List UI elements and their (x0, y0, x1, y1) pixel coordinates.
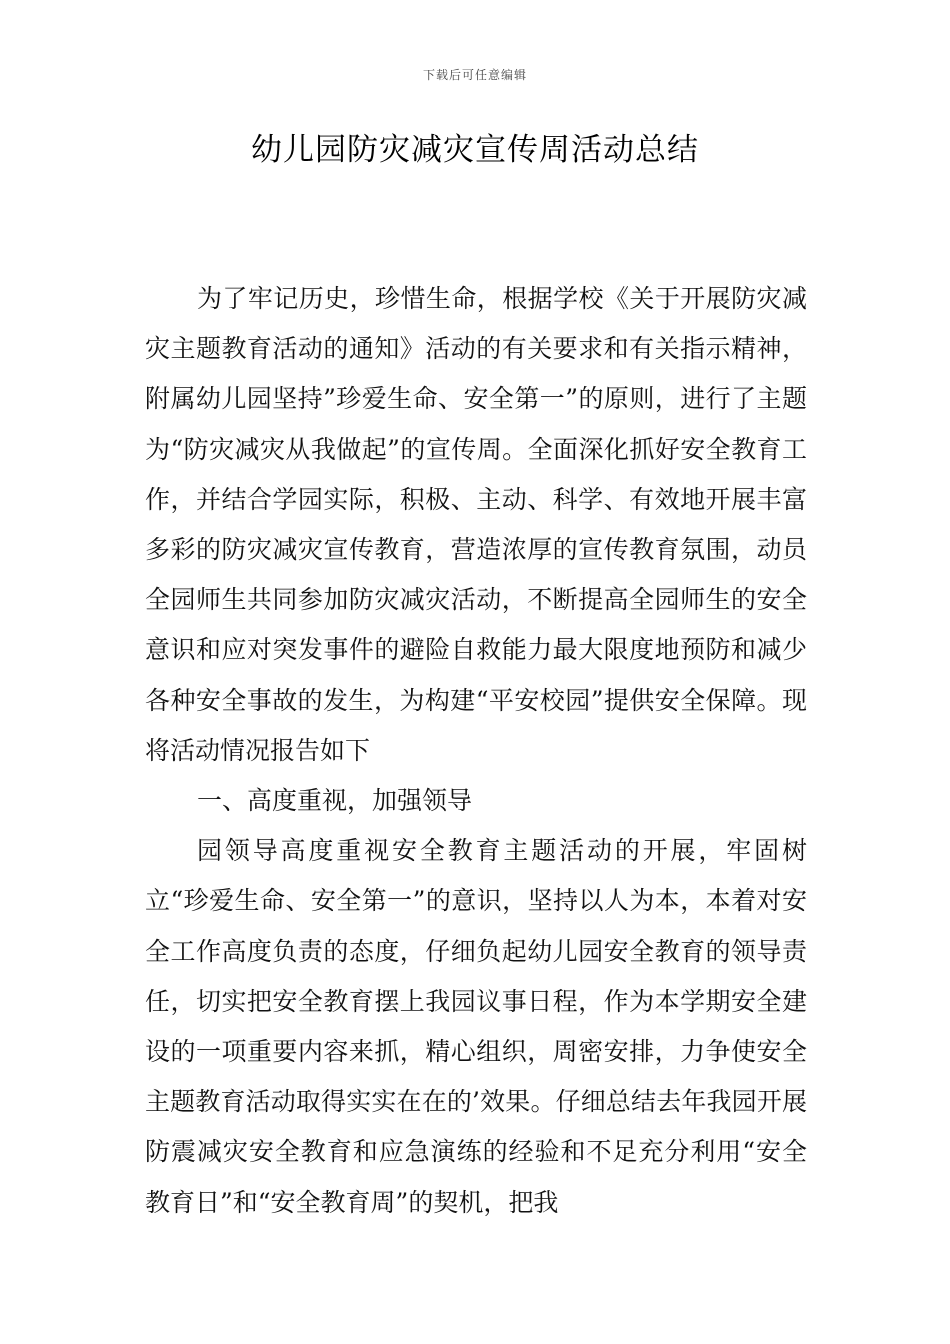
document-title: 幼儿园防灾减灾宣传周活动总结 (251, 132, 699, 168)
intro-paragraph: 为了牢记历史，珍惜生命，根据学校《关于开展防灾减灾主题教育活动的通知》活动的有关要求和有关指示精神，附属幼儿园坚持”珍爱生命、安全第一”的原则，进行了主题为“防灾减灾从我做起”的宣传周。全面深化抓好安全教育工作，并结合学园实际，积极、主动、科学、有效地开展丰富多彩的防灾减灾宣传教育，营造浓厚的宣传教育氛围，动员全园师生共同参加防灾减灾活动，不断提高全园师生的安全意识和应对突发事件的避险自救能力最大限度地预防和减少各种安全事故的发生，为构建“平安校园”提供安全保障。现将活动情况报告如下 (145, 284, 807, 765)
section-paragraph: 园领导高度重视安全教育主题活动的开展，牢固树立“珍爱生命、安全第一”的意识，坚持以人为本，本着对安全工作高度负责的态度，仔细负起幼儿园安全教育的领导责任，切实把安全教育摆上我园议事日程，作为本学期安全建设的一项重要内容来抓，精心组织，周密安排，力争使安全主题教育活动取得实实在在的’效果。仔细总结去年我园开展防震减灾安全教育和应急演练的经验和不足充分利用“安全教育日”和“安全教育周”的契机，把我 (145, 836, 807, 1217)
section-heading: 一、高度重视，加强领导 (197, 786, 473, 816)
header-note: 下载后可任意编辑 (422, 68, 527, 82)
document-body (145, 274, 807, 1228)
